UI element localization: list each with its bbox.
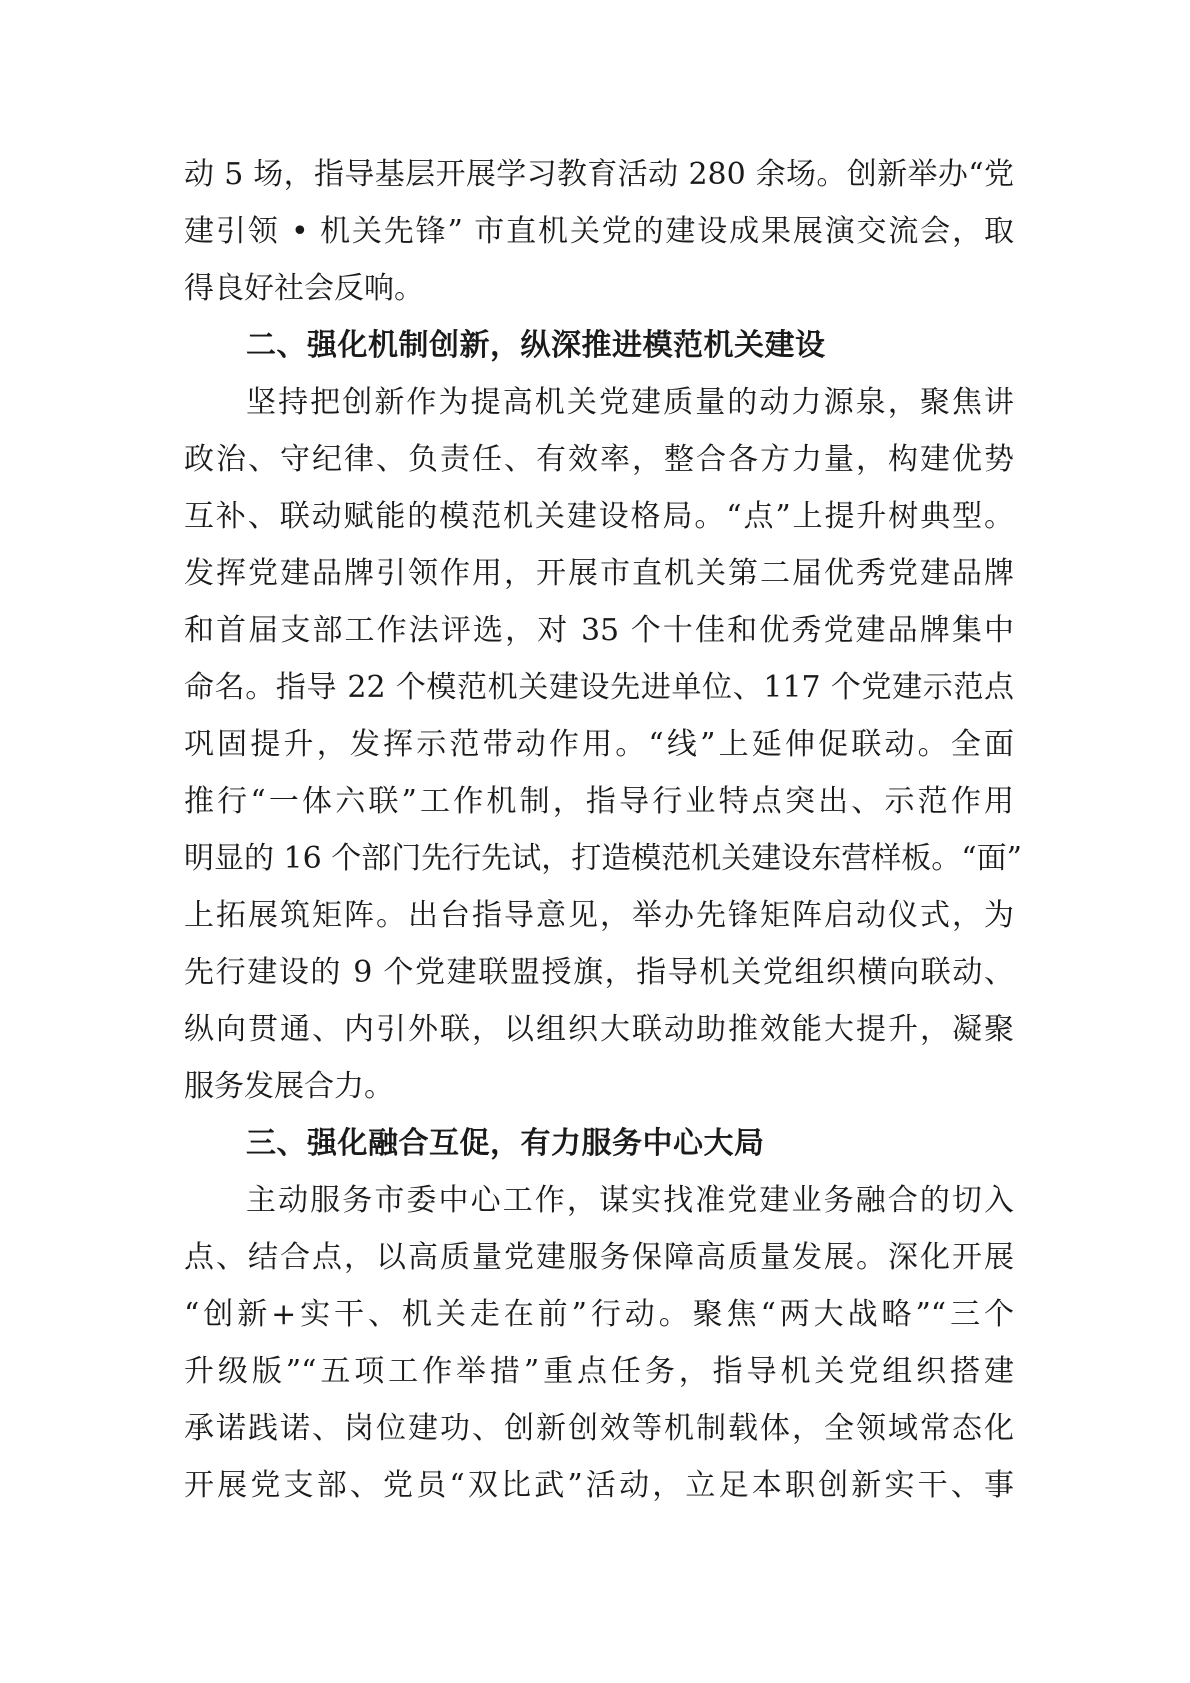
body-line: 服务发展合力。: [184, 1069, 394, 1104]
body-line: 点、结合点，以高质量党建服务保障高质量发展。深化开展: [184, 1240, 1014, 1275]
body-line: 上拓展筑矩阵。出台指导意见，举办先锋矩阵启动仪式，为: [184, 898, 1014, 933]
body-line: 建引领 • 机关先锋” 市直机关党的建设成果展演交流会，取: [184, 214, 1014, 249]
body-line: 升级版”“五项工作举措”重点任务，指导机关党组织搭建: [184, 1354, 1014, 1389]
section-heading-2: 二、强化机制创新，纵深推进模范机关建设: [246, 328, 826, 363]
body-line: 先行建设的 9 个党建联盟授旗，指导机关党组织横向联动、: [184, 955, 1014, 990]
body-line: 明显的 16 个部门先行先试，打造模范机关建设东营样板。“面”: [184, 841, 1022, 876]
body-line: 开展党支部、党员“双比武”活动，立足本职创新实干、事: [184, 1468, 1014, 1503]
body-line: 互补、联动赋能的模范机关建设格局。“点”上提升树典型。: [184, 499, 1014, 534]
document-body: [184, 146, 1022, 1514]
body-line: 发挥党建品牌引领作用，开展市直机关第二届优秀党建品牌: [184, 556, 1014, 591]
body-line: 和首届支部工作法评选，对 35 个十佳和优秀党建品牌集中: [184, 613, 1014, 648]
body-line: “创新+实干、机关走在前”行动。聚焦“两大战略”“三个: [184, 1297, 1014, 1332]
body-line: 推行“一体六联”工作机制，指导行业特点突出、示范作用: [184, 784, 1014, 819]
paragraph-first-line: 坚持把创新作为提高机关党建质量的动力源泉，聚焦讲: [246, 385, 1014, 420]
body-line: 动 5 场，指导基层开展学习教育活动 280 余场。创新举办“党: [184, 157, 1014, 192]
paragraph-first-line: 主动服务市委中心工作，谋实找准党建业务融合的切入: [246, 1183, 1014, 1218]
body-line: 承诺践诺、岗位建功、创新创效等机制载体，全领域常态化: [184, 1411, 1014, 1446]
body-line: 命名。指导 22 个模范机关建设先进单位、117 个党建示范点: [184, 670, 1014, 705]
body-line: 纵向贯通、内引外联，以组织大联动助推效能大提升，凝聚: [184, 1012, 1014, 1047]
body-line: 政治、守纪律、负责任、有效率，整合各方力量，构建优势: [184, 442, 1014, 477]
section-heading-3: 三、强化融合互促，有力服务中心大局: [246, 1126, 765, 1161]
body-line: 得良好社会反响。: [184, 271, 424, 306]
body-line: 巩固提升，发挥示范带动作用。“线”上延伸促联动。全面: [184, 727, 1014, 762]
